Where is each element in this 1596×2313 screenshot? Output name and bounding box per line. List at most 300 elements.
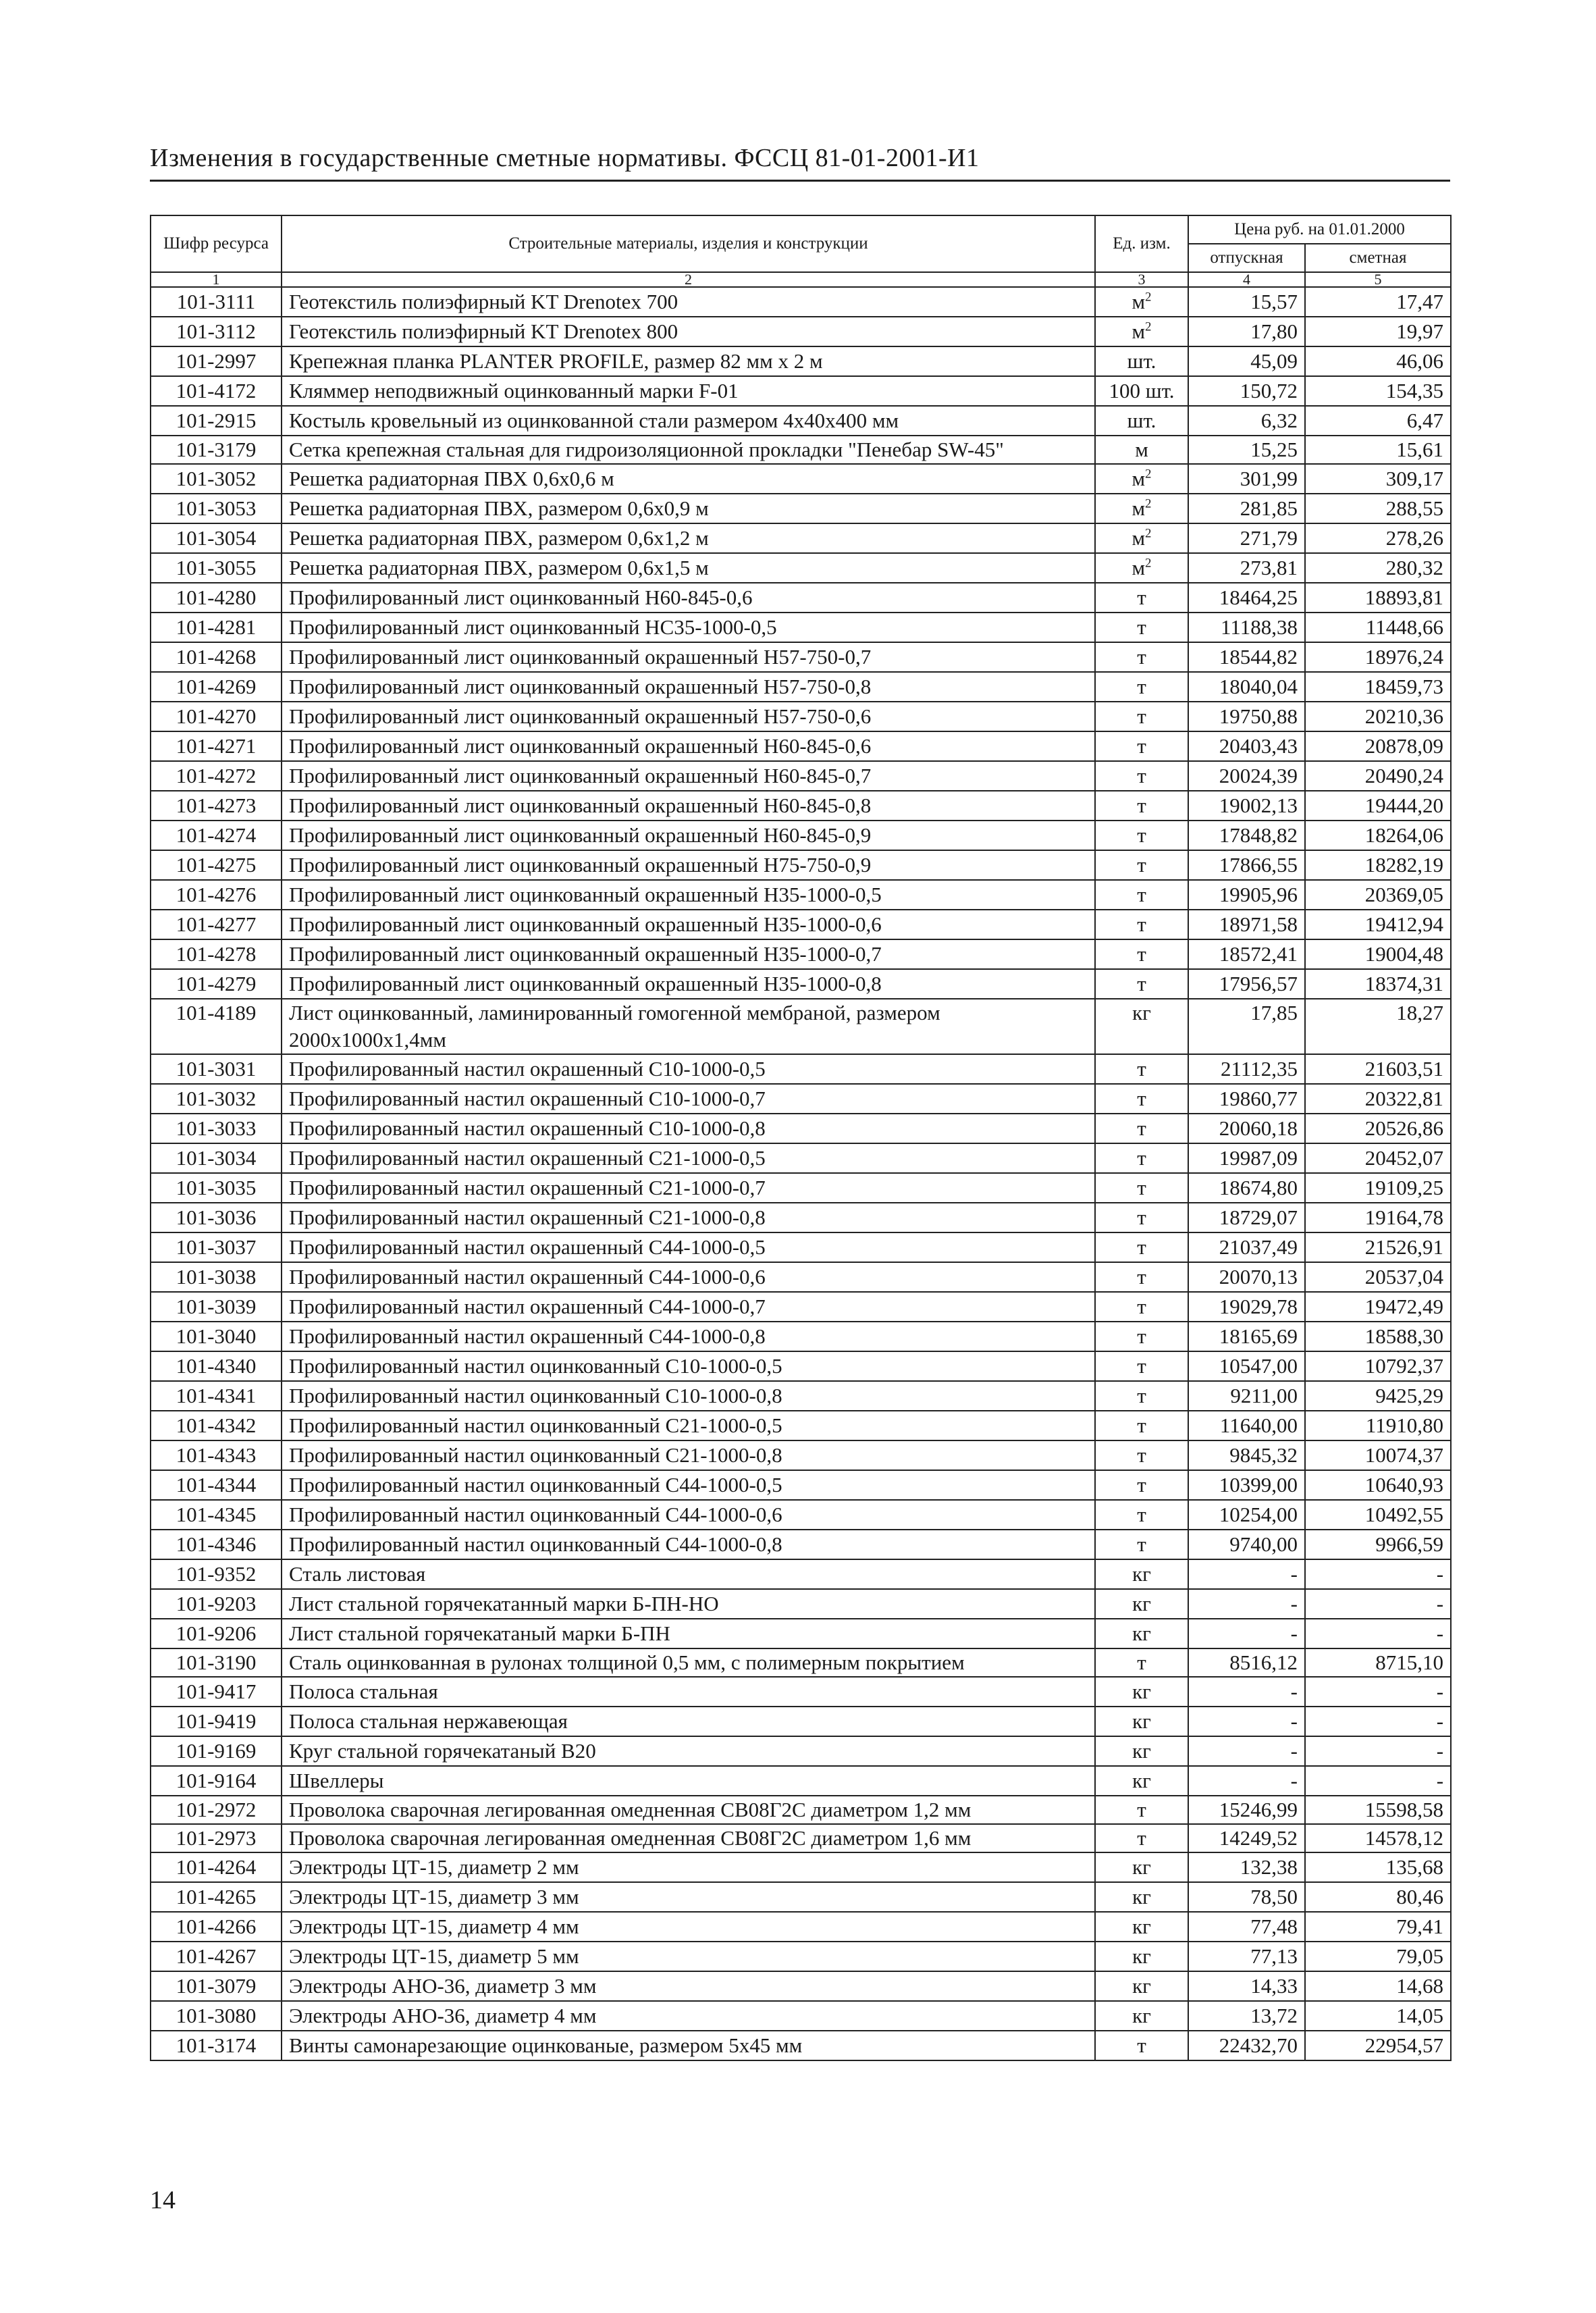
- resource-code: 101-3034: [151, 1143, 282, 1173]
- estimate-price: 21603,51: [1305, 1054, 1451, 1084]
- unit-of-measure: [1095, 1619, 1188, 1648]
- table-row: [151, 1262, 1451, 1292]
- material-name: Электроды ЦТ-15, диаметр 4 мм: [282, 1912, 1095, 1942]
- unit-of-measure: [1095, 1530, 1188, 1559]
- unit-exponent: 2: [1145, 467, 1152, 482]
- table-row: [151, 1500, 1451, 1530]
- material-name: Лист стальной горячекатанный марки Б-ПН-НО: [282, 1589, 1095, 1619]
- table-row: [151, 613, 1451, 642]
- table-row: [151, 1232, 1451, 1262]
- material-name: Профилированный настил оцинкованный С21-1000-0,5: [282, 1411, 1095, 1440]
- resource-code: 101-3037: [151, 1232, 282, 1262]
- estimate-price: 19109,25: [1305, 1173, 1451, 1203]
- unit-of-measure: [1095, 1912, 1188, 1942]
- table-row: [151, 850, 1451, 880]
- material-name: Профилированный лист оцинкованный окрашенный Н60-845-0,9: [282, 821, 1095, 850]
- unit-label: т: [1137, 972, 1146, 995]
- column-number: 2: [282, 272, 1095, 287]
- material-name: Профилированный настил оцинкованный С10-1000-0,5: [282, 1351, 1095, 1381]
- release-price: 20060,18: [1188, 1114, 1305, 1143]
- material-name: Профилированный лист оцинкованный окрашенный Н57-750-0,7: [282, 642, 1095, 672]
- unit-label: кг: [1132, 1562, 1151, 1586]
- release-price: 17,85: [1188, 999, 1305, 1054]
- release-price: 18971,58: [1188, 910, 1305, 939]
- resource-code: 101-4280: [151, 583, 282, 613]
- release-price: 17848,82: [1188, 821, 1305, 850]
- unit-of-measure: [1095, 999, 1188, 1054]
- estimate-price: 6,47: [1305, 406, 1451, 436]
- unit-of-measure: [1095, 1114, 1188, 1143]
- release-price: 20024,39: [1188, 761, 1305, 791]
- table-row: [151, 553, 1451, 583]
- estimate-price: 154,35: [1305, 376, 1451, 406]
- release-price: 21112,35: [1188, 1054, 1305, 1084]
- unit-of-measure: [1095, 1440, 1188, 1470]
- resource-code: 101-4172: [151, 376, 282, 406]
- release-price: 150,72: [1188, 376, 1305, 406]
- material-name: Профилированный лист оцинкованный Н60-845-0,6: [282, 583, 1095, 613]
- resource-code: 101-3190: [151, 1648, 282, 1677]
- unit-of-measure: [1095, 1351, 1188, 1381]
- unit-label: т: [1137, 1295, 1146, 1318]
- unit-label: т: [1137, 586, 1146, 609]
- unit-label: т: [1137, 1087, 1146, 1110]
- estimate-price: 18976,24: [1305, 642, 1451, 672]
- material-name: Профилированный настил окрашенный С21-1000-0,7: [282, 1173, 1095, 1203]
- material-name: Профилированный настил оцинкованный С10-1000-0,8: [282, 1381, 1095, 1411]
- table-row: [151, 1292, 1451, 1322]
- table-row: [151, 2031, 1451, 2060]
- estimate-price: 9966,59: [1305, 1530, 1451, 1559]
- page-header: [150, 143, 1450, 182]
- table-row: [151, 939, 1451, 969]
- unit-of-measure: [1095, 1882, 1188, 1912]
- unit-of-measure: [1095, 406, 1188, 436]
- resource-code: 101-9169: [151, 1736, 282, 1766]
- estimate-price: 79,05: [1305, 1942, 1451, 1971]
- material-name: Решетка радиаторная ПВХ, размером 0,6х1,2 м: [282, 523, 1095, 553]
- column-number: 4: [1188, 272, 1305, 287]
- release-price: 19750,88: [1188, 702, 1305, 731]
- unit-label: кг: [1132, 1855, 1151, 1879]
- unit-of-measure: [1095, 1084, 1188, 1114]
- unit-of-measure: [1095, 1852, 1188, 1882]
- unit-of-measure: [1095, 2031, 1188, 2060]
- estimate-price: 18,27: [1305, 999, 1451, 1054]
- estimate-price: 79,41: [1305, 1912, 1451, 1942]
- unit-exponent: 2: [1145, 526, 1152, 541]
- table-row: [151, 910, 1451, 939]
- unit-label: т: [1137, 1116, 1146, 1140]
- material-name: Электроды АНО-36, диаметр 4 мм: [282, 2001, 1095, 2031]
- unit-label: т: [1137, 645, 1146, 669]
- resource-code: 101-3033: [151, 1114, 282, 1143]
- material-name: Профилированный настил оцинкованный С44-1000-0,8: [282, 1530, 1095, 1559]
- release-price: 18674,80: [1188, 1173, 1305, 1203]
- estimate-price: 280,32: [1305, 553, 1451, 583]
- estimate-price: 19004,48: [1305, 939, 1451, 969]
- material-name: Лист стальной горячекатаный марки Б-ПН: [282, 1619, 1095, 1648]
- unit-of-measure: [1095, 1411, 1188, 1440]
- column-number: 3: [1095, 272, 1188, 287]
- unit-label: т: [1137, 1473, 1146, 1497]
- unit-of-measure: [1095, 1322, 1188, 1351]
- estimate-price: 20537,04: [1305, 1262, 1451, 1292]
- material-name: Профилированный настил окрашенный С21-1000-0,5: [282, 1143, 1095, 1173]
- unit-label: кг: [1132, 1915, 1151, 1938]
- estimate-price: 14578,12: [1305, 1824, 1451, 1852]
- unit-label: т: [1137, 1265, 1146, 1289]
- table-row: [151, 346, 1451, 376]
- unit-of-measure: [1095, 1500, 1188, 1530]
- unit-of-measure: [1095, 1203, 1188, 1232]
- table-row: [151, 1619, 1451, 1648]
- unit-of-measure: [1095, 1971, 1188, 2001]
- unit-of-measure: [1095, 1589, 1188, 1619]
- material-name: Проволока сварочная легированная омедненная СВ08Г2С диаметром 1,2 мм: [282, 1796, 1095, 1824]
- page-number: 14: [150, 2186, 176, 2214]
- price-table-container: [150, 215, 1450, 2061]
- table-row: [151, 1736, 1451, 1766]
- material-name: Профилированный настил оцинкованный С44-1000-0,6: [282, 1500, 1095, 1530]
- material-name: Профилированный лист оцинкованный НС35-1000-0,5: [282, 613, 1095, 642]
- estimate-price: 18459,73: [1305, 672, 1451, 702]
- estimate-price: 288,55: [1305, 494, 1451, 523]
- table-row: [151, 1971, 1451, 2001]
- release-price: 77,13: [1188, 1942, 1305, 1971]
- resource-code: 101-3179: [151, 436, 282, 464]
- table-row: [151, 1530, 1451, 1559]
- resource-code: 101-9419: [151, 1707, 282, 1736]
- unit-of-measure: [1095, 494, 1188, 523]
- release-price: 19029,78: [1188, 1292, 1305, 1322]
- unit-label: т: [1137, 1443, 1146, 1467]
- unit-label: т: [1137, 1651, 1146, 1674]
- header-code: Шифр ресурса: [151, 215, 282, 272]
- resource-code: 101-4266: [151, 1912, 282, 1942]
- resource-code: 101-4267: [151, 1942, 282, 1971]
- release-price: 19860,77: [1188, 1084, 1305, 1114]
- resource-code: 101-4273: [151, 791, 282, 821]
- table-row: [151, 1381, 1451, 1411]
- estimate-price: 20490,24: [1305, 761, 1451, 791]
- table-row: [151, 1203, 1451, 1232]
- unit-of-measure: [1095, 1173, 1188, 1203]
- table-row: [151, 1589, 1451, 1619]
- material-name: Профилированный лист оцинкованный окрашенный Н35-1000-0,6: [282, 910, 1095, 939]
- unit-of-measure: [1095, 880, 1188, 910]
- header-price-estimate: сметная: [1305, 244, 1451, 272]
- release-price: 19987,09: [1188, 1143, 1305, 1173]
- estimate-price: 10074,37: [1305, 1440, 1451, 1470]
- unit-of-measure: [1095, 464, 1188, 494]
- unit-of-measure: [1095, 642, 1188, 672]
- estimate-price: 15598,58: [1305, 1796, 1451, 1824]
- estimate-price: 20526,86: [1305, 1114, 1451, 1143]
- table-row: [151, 406, 1451, 436]
- resource-code: 101-3032: [151, 1084, 282, 1114]
- unit-label: кг: [1132, 1739, 1151, 1763]
- release-price: -: [1188, 1736, 1305, 1766]
- unit-label: т: [1137, 2033, 1146, 2057]
- material-name: Профилированный настил окрашенный С44-1000-0,8: [282, 1322, 1095, 1351]
- estimate-price: 80,46: [1305, 1882, 1451, 1912]
- estimate-price: -: [1305, 1619, 1451, 1648]
- material-name: Проволока сварочная легированная омедненная СВ08Г2С диаметром 1,6 мм: [282, 1824, 1095, 1852]
- release-price: 17,80: [1188, 317, 1305, 346]
- release-price: 19002,13: [1188, 791, 1305, 821]
- resource-code: 101-4265: [151, 1882, 282, 1912]
- unit-of-measure: [1095, 2001, 1188, 2031]
- estimate-price: 19472,49: [1305, 1292, 1451, 1322]
- unit-label: т: [1137, 1354, 1146, 1378]
- material-name: Профилированный настил окрашенный С10-1000-0,5: [282, 1054, 1095, 1084]
- estimate-price: 18588,30: [1305, 1322, 1451, 1351]
- release-price: 18464,25: [1188, 583, 1305, 613]
- table-row: [151, 821, 1451, 850]
- resource-code: 101-3174: [151, 2031, 282, 2060]
- resource-code: 101-4272: [151, 761, 282, 791]
- material-name: Полоса стальная: [282, 1677, 1095, 1707]
- unit-label: м: [1132, 319, 1146, 343]
- unit-of-measure: [1095, 791, 1188, 821]
- estimate-price: 19412,94: [1305, 910, 1451, 939]
- release-price: 18040,04: [1188, 672, 1305, 702]
- unit-of-measure: [1095, 583, 1188, 613]
- resource-code: 101-4279: [151, 969, 282, 999]
- unit-of-measure: [1095, 702, 1188, 731]
- unit-label: кг: [1132, 1001, 1151, 1024]
- release-price: 20403,43: [1188, 731, 1305, 761]
- unit-label: т: [1137, 1057, 1146, 1081]
- unit-label: т: [1137, 794, 1146, 817]
- unit-exponent: 2: [1145, 319, 1152, 334]
- estimate-price: -: [1305, 1559, 1451, 1589]
- material-name: Электроды АНО-36, диаметр 3 мм: [282, 1971, 1095, 2001]
- resource-code: 101-9417: [151, 1677, 282, 1707]
- unit-exponent: 2: [1145, 556, 1152, 571]
- resource-code: 101-2973: [151, 1824, 282, 1852]
- release-price: 271,79: [1188, 523, 1305, 553]
- table-row: [151, 1411, 1451, 1440]
- material-name: Профилированный настил окрашенный С10-1000-0,8: [282, 1114, 1095, 1143]
- table-row: [151, 1084, 1451, 1114]
- release-price: 45,09: [1188, 346, 1305, 376]
- table-row: [151, 1766, 1451, 1796]
- release-price: 9845,32: [1188, 1440, 1305, 1470]
- material-name: Профилированный лист оцинкованный окрашенный Н60-845-0,6: [282, 731, 1095, 761]
- unit-of-measure: [1095, 939, 1188, 969]
- release-price: 77,48: [1188, 1912, 1305, 1942]
- release-price: 18572,41: [1188, 939, 1305, 969]
- unit-label: кг: [1132, 1974, 1151, 1998]
- material-name: Круг стальной горячекатаный В20: [282, 1736, 1095, 1766]
- unit-label: 100 шт.: [1109, 379, 1175, 402]
- table-row: [151, 1440, 1451, 1470]
- unit-of-measure: [1095, 821, 1188, 850]
- unit-of-measure: [1095, 1766, 1188, 1796]
- header-price-group: Цена руб. на 01.01.2000: [1188, 215, 1451, 244]
- table-row: [151, 731, 1451, 761]
- material-name: Профилированный лист оцинкованный окрашенный Н60-845-0,7: [282, 761, 1095, 791]
- table-row: [151, 1942, 1451, 1971]
- unit-of-measure: [1095, 1262, 1188, 1292]
- unit-label: м: [1132, 556, 1146, 579]
- material-name: Решетка радиаторная ПВХ 0,6х0,6 м: [282, 464, 1095, 494]
- resource-code: 101-9203: [151, 1589, 282, 1619]
- table-row: [151, 1351, 1451, 1381]
- unit-label: кг: [1132, 1680, 1151, 1703]
- header-name: Строительные материалы, изделия и конструкции: [282, 215, 1095, 272]
- unit-of-measure: [1095, 1232, 1188, 1262]
- material-name: Костыль кровельный из оцинкованной стали размером 4х40х400 мм: [282, 406, 1095, 436]
- estimate-price: 20369,05: [1305, 880, 1451, 910]
- material-name: Профилированный лист оцинкованный окрашенный Н35-1000-0,7: [282, 939, 1095, 969]
- estimate-price: 20210,36: [1305, 702, 1451, 731]
- resource-code: 101-4270: [151, 702, 282, 731]
- table-row: [151, 464, 1451, 494]
- material-name: Профилированный настил окрашенный С44-1000-0,6: [282, 1262, 1095, 1292]
- estimate-price: 22954,57: [1305, 2031, 1451, 2060]
- table-row: [151, 1470, 1451, 1500]
- table-row: [151, 1143, 1451, 1173]
- unit-of-measure: [1095, 1796, 1188, 1824]
- unit-of-measure: [1095, 1942, 1188, 1971]
- unit-of-measure: [1095, 731, 1188, 761]
- release-price: 19905,96: [1188, 880, 1305, 910]
- material-name: Винты самонарезающие оцинкованые, размером 5х45 мм: [282, 2031, 1095, 2060]
- unit-label: м: [1132, 496, 1146, 520]
- table-row: [151, 583, 1451, 613]
- unit-label: кг: [1132, 2004, 1151, 2027]
- material-name: Профилированный настил окрашенный С21-1000-0,8: [282, 1203, 1095, 1232]
- resource-code: 101-9164: [151, 1766, 282, 1796]
- document-title: Изменения в государственные сметные нормативы. ФССЦ 81-01-2001-И1: [150, 144, 980, 172]
- release-price: -: [1188, 1677, 1305, 1707]
- release-price: 18729,07: [1188, 1203, 1305, 1232]
- estimate-price: 10492,55: [1305, 1500, 1451, 1530]
- material-name: Крепежная планка PLANTER PROFILE, размер 82 мм х 2 м: [282, 346, 1095, 376]
- unit-label: т: [1137, 823, 1146, 847]
- resource-code: 101-2972: [151, 1796, 282, 1824]
- estimate-price: 14,68: [1305, 1971, 1451, 2001]
- resource-code: 101-2915: [151, 406, 282, 436]
- resource-code: 101-4281: [151, 613, 282, 642]
- unit-label: шт.: [1127, 349, 1156, 373]
- column-number-row: [151, 272, 1451, 287]
- table-row: [151, 880, 1451, 910]
- resource-code: 101-4345: [151, 1500, 282, 1530]
- table-row: [151, 791, 1451, 821]
- material-name: Сетка крепежная стальная для гидроизоляционной прокладки "Пенебар SW-45": [282, 436, 1095, 464]
- unit-of-measure: [1095, 850, 1188, 880]
- resource-code: 101-9206: [151, 1619, 282, 1648]
- table-row: [151, 642, 1451, 672]
- unit-label: т: [1137, 764, 1146, 787]
- table-row: [151, 1054, 1451, 1084]
- release-price: 13,72: [1188, 2001, 1305, 2031]
- release-price: -: [1188, 1589, 1305, 1619]
- unit-label: кг: [1132, 1769, 1151, 1792]
- table-header: [151, 215, 1451, 287]
- unit-label: т: [1137, 1324, 1146, 1348]
- release-price: 17956,57: [1188, 969, 1305, 999]
- resource-code: 101-4277: [151, 910, 282, 939]
- unit-label: т: [1137, 1413, 1146, 1437]
- unit-of-measure: [1095, 1736, 1188, 1766]
- unit-label: кг: [1132, 1621, 1151, 1645]
- estimate-price: 20322,81: [1305, 1084, 1451, 1114]
- resource-code: 101-4341: [151, 1381, 282, 1411]
- price-table: [150, 215, 1452, 2061]
- unit-label: т: [1137, 1205, 1146, 1229]
- unit-label: т: [1137, 853, 1146, 877]
- release-price: 15246,99: [1188, 1796, 1305, 1824]
- table-row: [151, 317, 1451, 346]
- unit-of-measure: [1095, 1381, 1188, 1411]
- unit-of-measure: [1095, 1292, 1188, 1322]
- unit-of-measure: [1095, 1143, 1188, 1173]
- unit-label: т: [1137, 883, 1146, 906]
- unit-label: м: [1132, 290, 1146, 313]
- material-name: Геотекстиль полиэфирный KT Drenotex 700: [282, 287, 1095, 317]
- estimate-price: 18374,31: [1305, 969, 1451, 999]
- estimate-price: 9425,29: [1305, 1381, 1451, 1411]
- estimate-price: 20452,07: [1305, 1143, 1451, 1173]
- material-name: Профилированный настил окрашенный С10-1000-0,7: [282, 1084, 1095, 1114]
- table-row: [151, 1707, 1451, 1736]
- estimate-price: 11910,80: [1305, 1411, 1451, 1440]
- release-price: 20070,13: [1188, 1262, 1305, 1292]
- release-price: 10254,00: [1188, 1500, 1305, 1530]
- estimate-price: -: [1305, 1677, 1451, 1707]
- estimate-price: -: [1305, 1766, 1451, 1796]
- resource-code: 101-3054: [151, 523, 282, 553]
- table-row: [151, 1796, 1451, 1824]
- unit-label: кг: [1132, 1944, 1151, 1968]
- release-price: -: [1188, 1707, 1305, 1736]
- unit-label: т: [1137, 675, 1146, 698]
- table-row: [151, 999, 1451, 1054]
- estimate-price: 21526,91: [1305, 1232, 1451, 1262]
- unit-label: т: [1137, 1235, 1146, 1259]
- release-price: 10399,00: [1188, 1470, 1305, 1500]
- unit-of-measure: [1095, 613, 1188, 642]
- table-row: [151, 1648, 1451, 1677]
- estimate-price: 14,05: [1305, 2001, 1451, 2031]
- unit-label: кг: [1132, 1885, 1151, 1908]
- resource-code: 101-4278: [151, 939, 282, 969]
- resource-code: 101-4271: [151, 731, 282, 761]
- unit-of-measure: [1095, 1054, 1188, 1084]
- unit-of-measure: [1095, 436, 1188, 464]
- table-row: [151, 1852, 1451, 1882]
- material-name: Электроды ЦТ-15, диаметр 5 мм: [282, 1942, 1095, 1971]
- table-row: [151, 1322, 1451, 1351]
- unit-of-measure: [1095, 1648, 1188, 1677]
- material-name: Полоса стальная нержавеющая: [282, 1707, 1095, 1736]
- resource-code: 101-4346: [151, 1530, 282, 1559]
- estimate-price: 17,47: [1305, 287, 1451, 317]
- resource-code: 101-3035: [151, 1173, 282, 1203]
- unit-of-measure: [1095, 1559, 1188, 1589]
- unit-of-measure: [1095, 672, 1188, 702]
- material-name: Профилированный лист оцинкованный окрашенный Н75-750-0,9: [282, 850, 1095, 880]
- unit-label: шт.: [1127, 409, 1156, 432]
- table-row: [151, 1912, 1451, 1942]
- resource-code: 101-3039: [151, 1292, 282, 1322]
- resource-code: 101-4269: [151, 672, 282, 702]
